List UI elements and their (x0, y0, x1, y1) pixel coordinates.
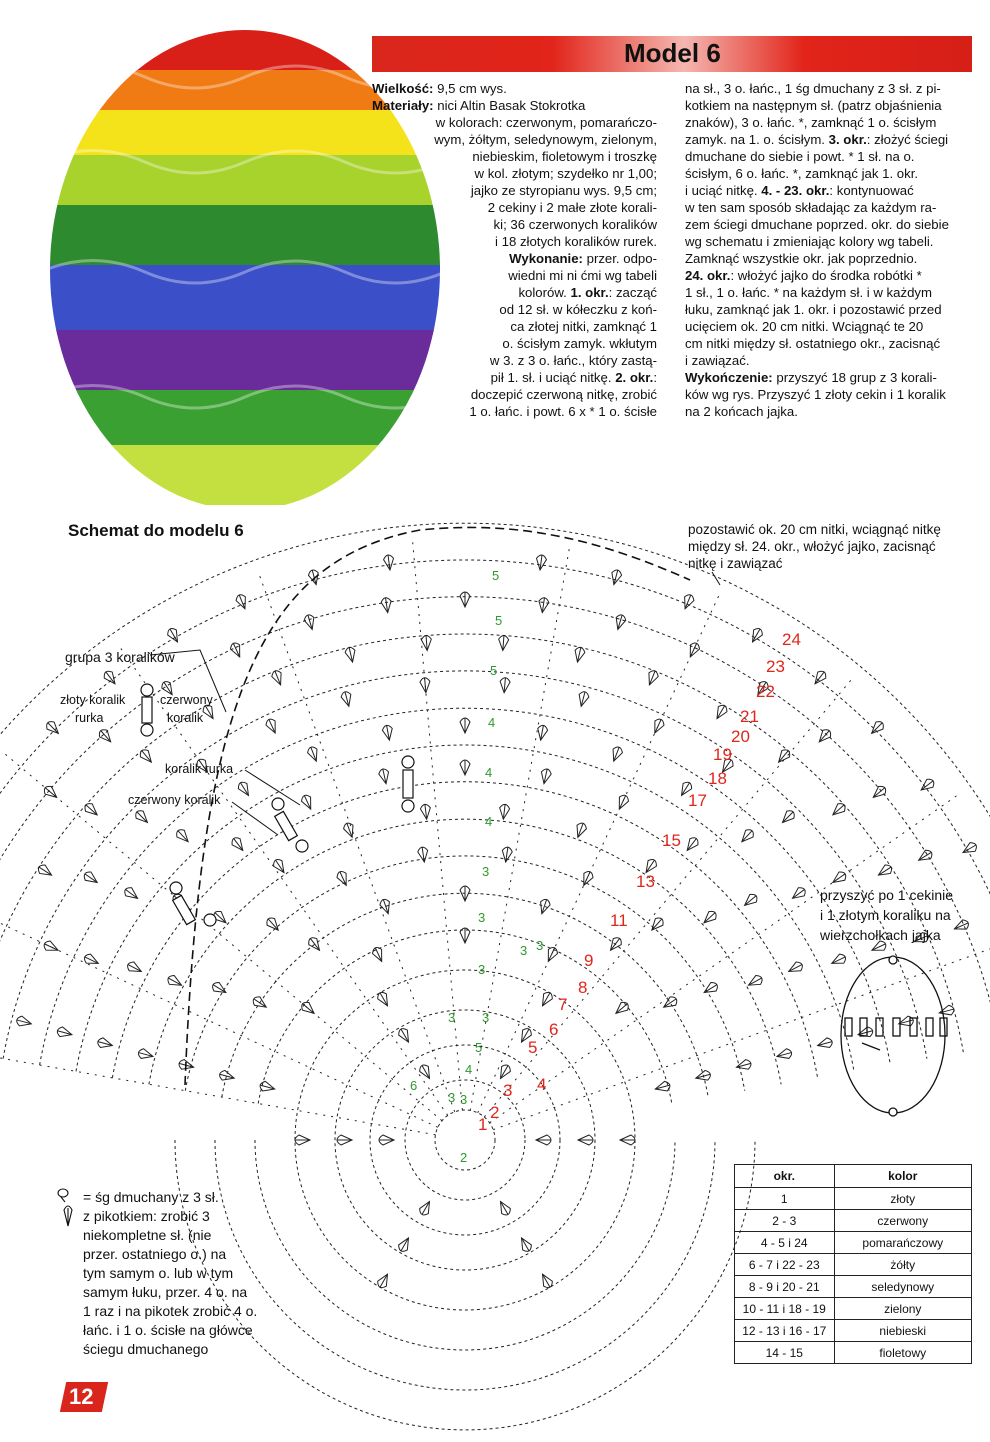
round-color-number: 3 (448, 1090, 456, 1105)
table-row: 10 - 11 i 18 - 19 zielony (735, 1298, 972, 1320)
model-title: Model 6 (624, 38, 721, 68)
round-number: 6 (549, 1020, 559, 1039)
table-row: 2 - 3 czerwony (735, 1210, 972, 1232)
round-color-number: 6 (410, 1078, 418, 1093)
round-color-number: 4 (485, 814, 493, 829)
legend-text: = śg dmuchany z 3 sł. z pikotkiem: zrobić 3 niekompletne sł. (nie przer. ostatniego o.) na tym samym o. lub w tym samym łuku, przer. 4 o. na 1 raz i na pikotek zrobić 4 o. łańc. i 1 o. ścisłe na główce ściegu dmuchanego (83, 1189, 258, 1357)
round-number: 5 (528, 1038, 538, 1057)
text-column-1: Wielkość: 9,5 cm wys. Materiały: nici Altin Basak Stokrotka w kolorach: czerwonym, pomarańczo- wym, żółtym, seledynowym, zielonym, niebieskim, fioletowym i troszkę w kol. złotym; szydełko nr 1,00; jajko ze styropianu wys. 9,5 cm; 2 cekiny i 2 małe złote korali- ki; 36 czerwonych koralików i 18 złotych koralików rurek. Wykonanie: przer. odpo- wiedni mi ni ćmi wg tabeli kolorów. 1. okr.: zacząć od 12 sł. w kółeczku z koń- ca złotej nitki, zamknąć 1 o. ścisłym zamyk. wkłutym w 3. z 3 o. łańc., który zastą- pił 1. sł. i uciąć nitkę. 2. okr.: doczepić czerwoną nitkę, zrobić 1 o. łańc. i powt. 6 x * 1 o. ścisłe (372, 81, 657, 419)
table-header-row (735, 1165, 972, 1188)
table-row: 6 - 7 i 22 - 23 żółty (735, 1254, 972, 1276)
schemat-title: Schemat do modelu 6 (68, 521, 244, 540)
label-zloty-koralik: złoty koralik (60, 693, 126, 707)
round-color-number: 5 (475, 1040, 483, 1055)
materialy-line: Materiały: nici Altin Basak Stokrotka (372, 98, 586, 113)
label-czerwony: czerwony (160, 693, 213, 707)
round-number: 9 (584, 951, 594, 970)
round-color-number: 4 (485, 765, 493, 780)
page-number: 12 (69, 1384, 94, 1409)
round-number: 23 (766, 657, 785, 676)
round-number: 22 (756, 682, 775, 701)
table-row: 12 - 13 i 16 - 17 niebieski (735, 1320, 972, 1342)
round-color-number: 5 (490, 663, 498, 678)
table-header: kolor (834, 1165, 971, 1188)
round-number: 15 (662, 831, 681, 850)
label-rurka: rurka (75, 711, 104, 725)
round-color-number: 3 (478, 962, 486, 977)
round-number: 18 (708, 769, 727, 788)
round-number: 19 (713, 745, 732, 764)
table-row: 1 złoty (735, 1188, 972, 1210)
small-egg-sketch (841, 956, 947, 1116)
text-column-2: na sł., 3 o. łańc., 1 śg dmuchany z 3 sł. z pi- kotkiem na następnym sł. (patrz objaśnienia znaków), 3 o. łańc. *, zamknąć 1 o. ścisłym zamyk. na 1. o. ścisłym. 3. okr.: złożyć ściegi dmuchane do siebie i powt. * 1 sł. na o. ścisłym, 6 o. łańc. *, zamknąć jak 1. okr. i uciąć nitkę. 4. - 23. okr.: kontynuować w ten sam sposób składając za każdym ra- zem ściegi dmuchane poprzed. okr. do siebie wg schematu i zmieniając kolory wg tabeli. Zamknąć wszystkie okr. jak poprzednio. 24. okr.: włożyć jajko do środka robótki * 1 sł., 1 o. łańc. * na każdym sł. i w każdym łuku, zamknąć jak 1. okr. i pozostawić przed ucięciem ok. 20 cm nitki. Wciągnąć te 20 cm nitki między sł. ostatniego okr., zacisnąć i zawiązać. Wykończenie: przyszyć 18 grup z 3 korali- ków wg rys. Przyszyć 1 złoty cekin i 1 koralik na 2 końcach jajka. (685, 81, 949, 419)
round-color-number: 2 (460, 1150, 468, 1165)
puff-stitch-icon (55, 1186, 81, 1228)
round-number: 7 (558, 995, 568, 1014)
round-color-number: 5 (495, 613, 503, 628)
page-number-badge (60, 1382, 108, 1412)
label-koralik: koralik (167, 711, 204, 725)
round-color-number: 3 (448, 1010, 456, 1025)
round-number: 11 (610, 911, 628, 930)
round-number: 17 (688, 791, 707, 810)
round-number: 13 (636, 872, 655, 891)
round-color-number: 4 (465, 1062, 473, 1077)
round-color-number: 4 (488, 715, 496, 730)
table-row: 14 - 15 fioletowy (735, 1342, 972, 1364)
round-color-number: 5 (492, 568, 500, 583)
round-color-number: 3 (478, 910, 486, 925)
leader-lines (150, 572, 720, 835)
table-header: okr. (735, 1165, 835, 1188)
wykonanie-line: Wykonanie: przer. odpo- (509, 251, 657, 266)
round-number: 1 (478, 1115, 488, 1134)
label-koralik-rurka: koralik rurka (165, 762, 234, 776)
round-number: 4 (537, 1075, 547, 1094)
round-number: 2 (490, 1103, 500, 1122)
label-grupa: grupa 3 koralików (65, 649, 175, 665)
red-round-numbers (478, 630, 801, 1134)
round-color-number: 3 (520, 943, 528, 958)
round-number: 3 (503, 1081, 513, 1100)
label-przyszyc: przyszyć po 1 cekinie i 1 złotym koraliku na wierzchołkach jajka (820, 887, 954, 943)
legend-bead-icon (141, 684, 153, 736)
round-color-number: 3 (482, 1010, 490, 1025)
table-row: 4 - 5 i 24 pomarańczowy (735, 1232, 972, 1254)
round-number: 20 (731, 727, 750, 746)
color-table (734, 1164, 972, 1364)
round-color-number: 3 (482, 864, 490, 879)
label-czerwony-koralik: czerwony koralik (128, 793, 221, 807)
round-number: 21 (740, 707, 759, 726)
green-round-numbers (410, 568, 543, 1165)
top-note: pozostawić ok. 20 cm nitki, wciągnąć nitkę między sł. 24. okr., włożyć jajko, zacisnąć nitkę i zawiązać (688, 522, 941, 571)
round-number: 8 (578, 978, 588, 997)
round-color-number: 3 (460, 1092, 468, 1107)
round-color-number: 3 (536, 938, 544, 953)
wielkosc-line: Wielkość: 9,5 cm wys. (372, 81, 507, 96)
round-number: 24 (782, 630, 801, 649)
table-row: 8 - 9 i 20 - 21 seledynowy (735, 1276, 972, 1298)
